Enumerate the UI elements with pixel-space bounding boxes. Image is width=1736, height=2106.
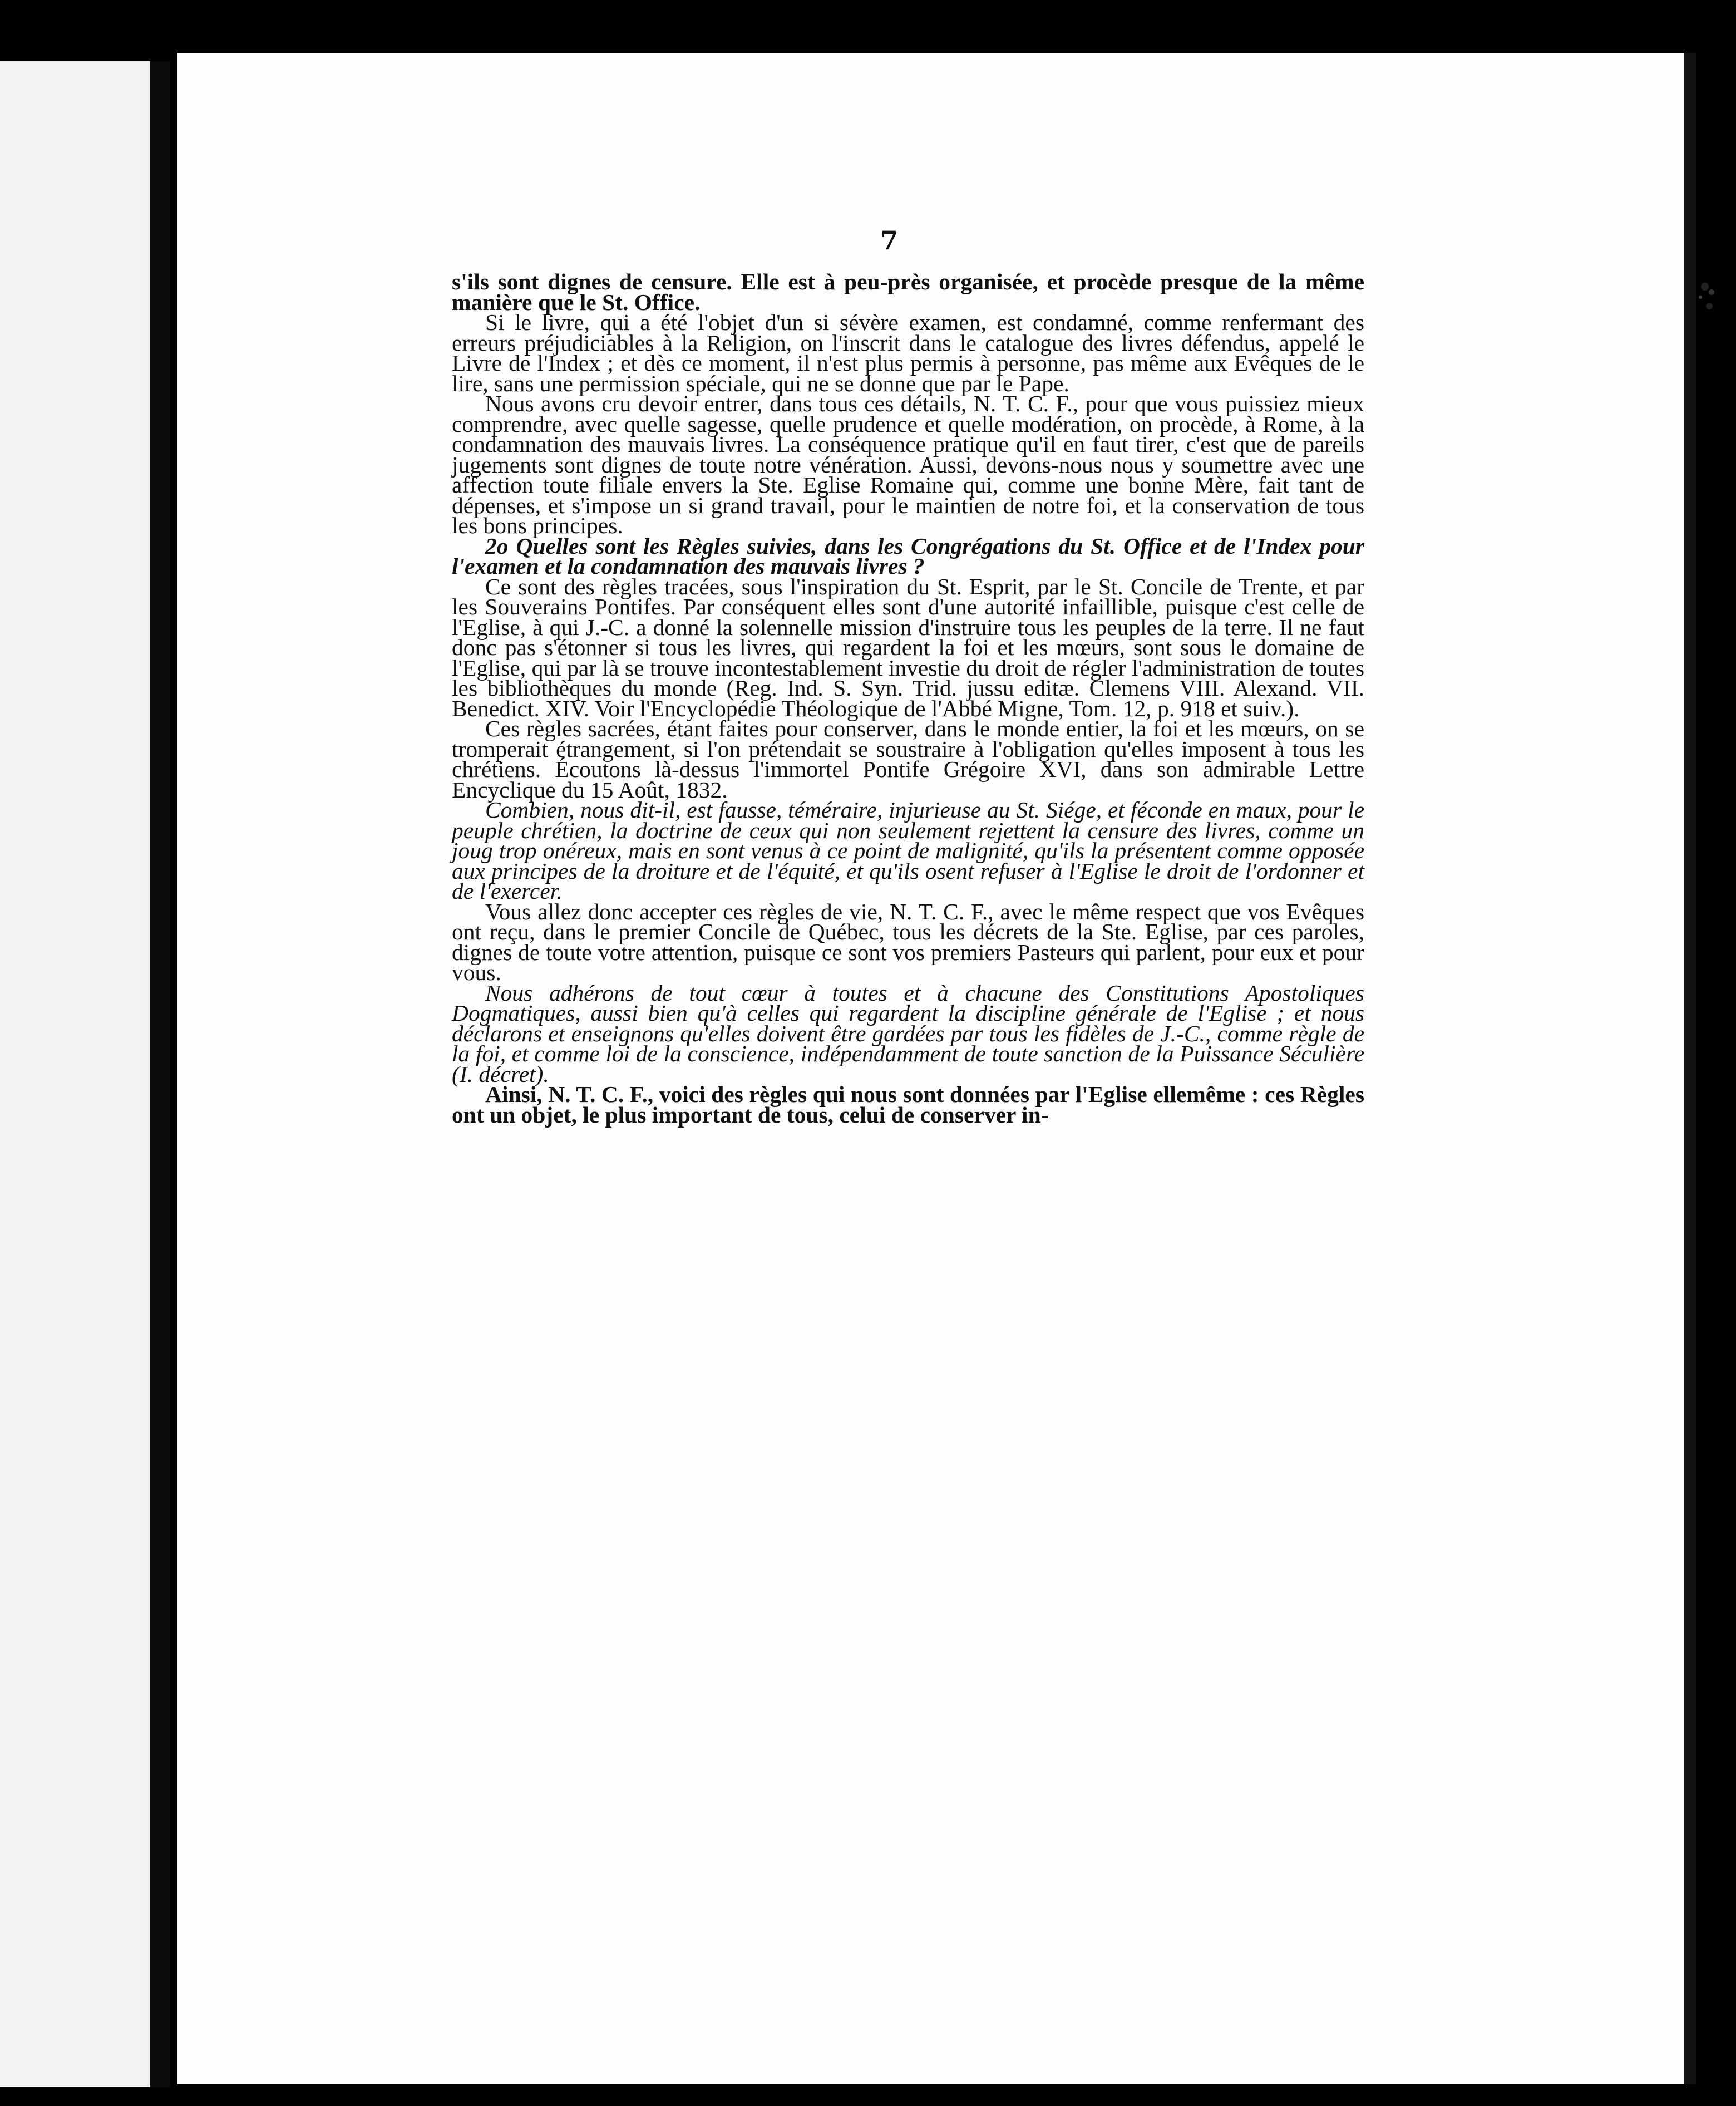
page-edge — [1684, 53, 1696, 2084]
paragraph-6: Vous allez donc accepter ces règles de vie, N. T. C. F., avec le même respect que vos Evêques ont reçu, dans le premier Concile de Québec, tous les décrets de la Ste. Eglise, par ces paroles, dignes de toute votre attention, puisque ce sont vos premiers Pasteurs qui parlent, pour eux et pour vous. — [452, 898, 1364, 985]
body-text — [452, 269, 1364, 1128]
paragraph-2: Si le livre, qui a été l'objet d'un si sévère examen, est condamné, comme renfermant des erreurs préjudiciables à la Religion, on l'inscrit dans le catalogue des livres défendus, appelé le Livre de l'Index ; et dès ce moment, il n'est plus permis à personne, pas même aux Evêques de le lire, sans une permission spéciale, qui ne se donne que par le Pape. — [452, 309, 1364, 396]
gutter — [150, 61, 170, 2087]
ink-speck-icon — [1693, 273, 1726, 323]
section-heading: 2o Quelles sont les Règles suivies, dans les Congrégations du St. Office et de l'Index pour l'examen et la condamnation des mauvais livres ? — [452, 533, 1364, 579]
quotation-gregoire: Combien, nous dit-il, est fausse, téméraire, injurieuse au St. Siége, et féconde en maux, pour le peuple chrétien, la doctrine de ceux qui non seulement rejettent la censure des livres, comme un joug trop onéreux, mais en sont venus à ce point de malignité, qu'ils la présentent comme opposée aux principes de la droiture et de l'équité, et qu'ils osent refuser à l'Eglise le droit de l'ordonner et de l'exercer. — [452, 797, 1364, 904]
paragraph-1: s'ils sont dignes de censure. Elle est à peu-près organisée, et procède presque de la même manière que le St. Office. — [452, 269, 1364, 315]
paragraph-5: Ces règles sacrées, étant faites pour conserver, dans le monde entier, la foi et les mœurs, on se tromperait étrangement, si l'on prétendait se soustraire à l'obligation qu'elles imposent à tous les chrétiens. Écoutons là-dessus l'immortel Pontife Grégoire XVI, dans son admirable Lettre Encyclique du 15 Août, 1832. — [452, 716, 1364, 803]
paragraph-3: Nous avons cru devoir entrer, dans tous ces détails, N. T. C. F., pour que vous puissiez mieux comprendre, avec quelle sagesse, quelle prudence et quelle modération, on procède, à Rome, à la condamnation des mauvais livres. La conséquence pratique qu'il en faut tirer, c'est que de pareils jugements sont dignes de toute notre vénération. Aussi, devons-nous nous y soumettre avec une affection toute filiale envers la Ste. Eglise Romaine qui, comme une bonne Mère, fait tant de dépenses, et s'impose un si grand travail, pour le maintien de notre foi, et la conservation de tous les bons principes. — [452, 391, 1364, 538]
facing-page — [0, 61, 150, 2087]
page-number: 7 — [880, 225, 899, 255]
paragraph-7: Ainsi, N. T. C. F., voici des règles qui nous sont données par l'Eglise ellemême : ces Règles ont un objet, le plus important de tous, celui de conserver in- — [452, 1081, 1364, 1128]
quotation-concile: Nous adhérons de tout cœur à toutes et à chacune des Constitutions Apostoliques Dogmatiques, aussi bien qu'à celles qui regardent la discipline générale de l'Eglise ; et nous déclarons et enseignons qu'elles doivent être gardées par tous les fidèles de J.-C., comme règle de la foi, et comme loi de la conscience, indépendamment de toute sanction de la Puissance Séculière (I. décret). — [452, 980, 1364, 1087]
paragraph-4: Ce sont des règles tracées, sous l'inspiration du St. Esprit, par le St. Concile de Trente, et par les Souverains Pontifes. Par conséquent elles sont d'une autorité infaillible, puisque c'est celle de l'Eglise, à qui J.-C. a donné la solennelle mission d'instruire tous les peuples de la terre. Il ne faut donc pas s'étonner si tous les livres, qui regardent la foi et les mœurs, sont sous le domaine de l'Eglise, qui par là se trouve incontestablement investie du droit de régler l'administration de toutes les bibliothèques du monde (Reg. Ind. S. Syn. Trid. jussu editæ. Clemens VIII. Alexand. VII. Benedict. XIV. Voir l'Encyclopédie Théologique de l'Abbé Migne, Tom. 12, p. 918 et suiv.). — [452, 573, 1364, 721]
